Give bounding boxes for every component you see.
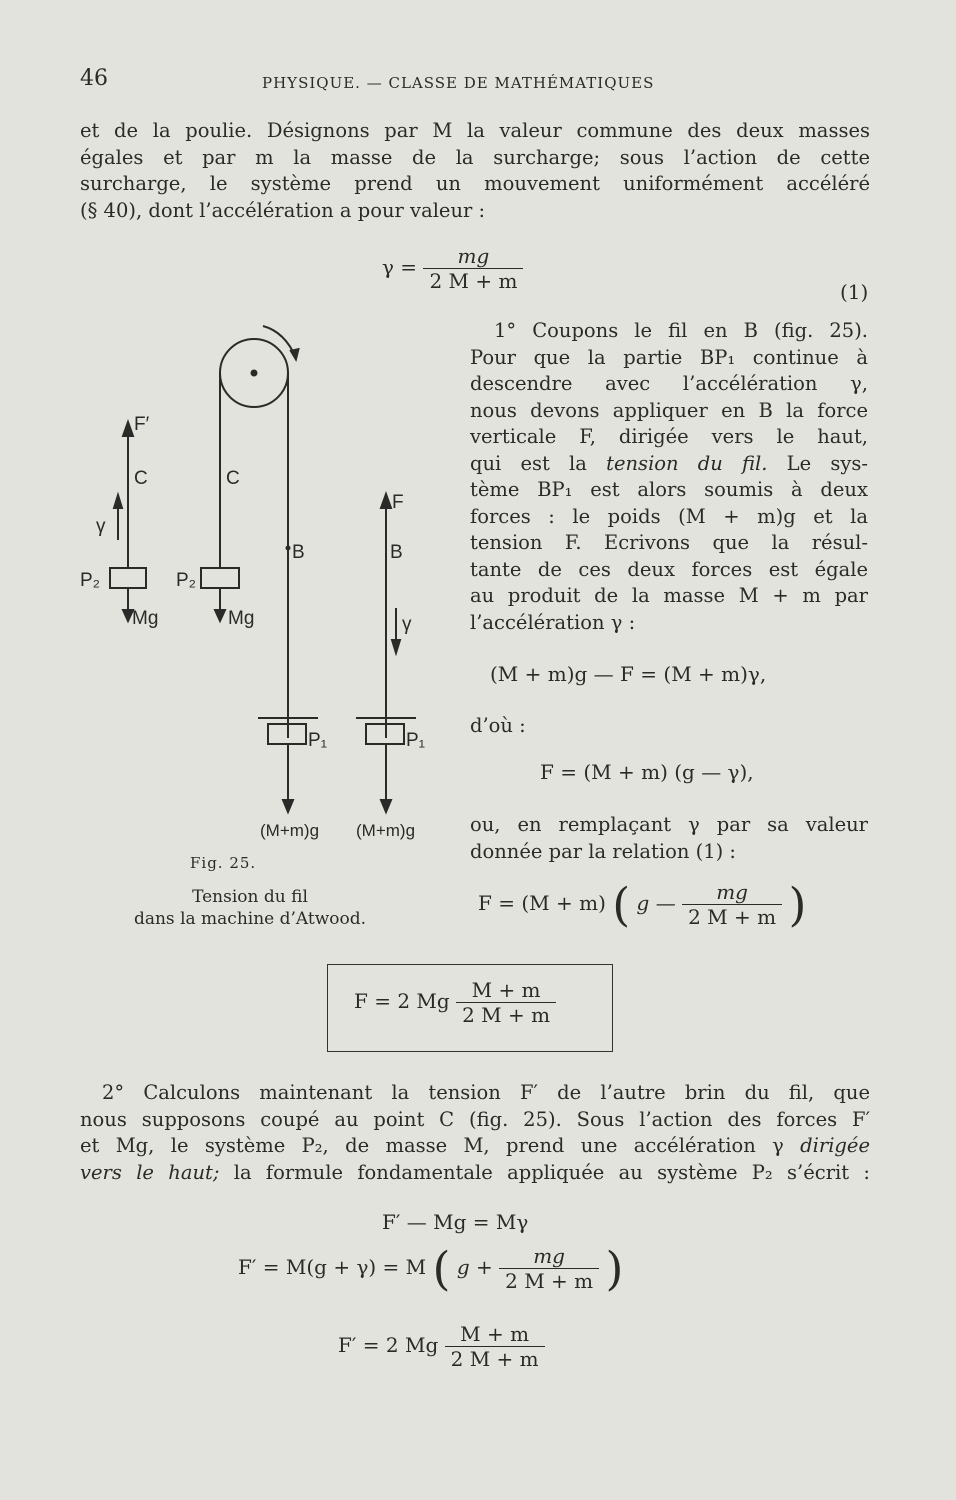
label-gamma-up: γ [96, 516, 106, 537]
label-f-prime: F′ [134, 414, 150, 435]
label-mg-machine: Mg [228, 608, 255, 629]
caption-line: dans la machine d’Atwood. [133, 909, 367, 929]
boxed-equation-fraction [456, 978, 556, 1027]
part1-line: l’accélération γ : [470, 610, 636, 634]
label-c-machine: C [226, 468, 240, 489]
equation-4-g: g — [636, 891, 676, 915]
boxed-equation [354, 978, 556, 1027]
boxed-equation-lhs: F = 2 Mg [354, 989, 450, 1013]
part2-paragraph [80, 1080, 870, 1186]
left-paren: ( [432, 1241, 451, 1296]
f-prime-arrow [123, 422, 133, 436]
equation-6-g: g + [456, 1255, 493, 1279]
equation-6-fraction [499, 1244, 599, 1293]
equation-7-lhs: F′ = 2 Mg [338, 1333, 439, 1357]
replace-paragraph [470, 812, 868, 865]
part1-line: nous devons appliquer en B la force [470, 398, 868, 422]
equation-5: F′ — Mg = Mγ [382, 1210, 529, 1234]
intro-line: égales et par m la masse de la surcharge; sous l’action de cette [80, 145, 870, 169]
equation-7-fraction [445, 1322, 545, 1371]
equation-6-numerator: mg [533, 1244, 565, 1268]
intro-line: et de la poulie. Désignons par M la valeur commune des deux masses [80, 119, 870, 142]
equation-1-lhs: γ = [382, 255, 418, 279]
left-paren: ( [612, 877, 631, 932]
part2-line: et Mg, le système P₂, de masse M, prend une accélération γ dirigée [80, 1134, 870, 1157]
label-p2-isolated: P₂ [80, 570, 101, 591]
p2-block-machine [201, 568, 239, 588]
equation-7-numerator: M + m [460, 1322, 530, 1346]
part1-line: tante de ces deux forces est égale [470, 557, 868, 581]
vers-le-haut-emphasis: vers le haut; [80, 1160, 220, 1184]
label-c-isolated: C [134, 468, 148, 489]
caption-line: Tension du fil [192, 887, 308, 907]
equation-1-numerator: mg [457, 244, 490, 268]
equation-1-label: (1) [840, 280, 869, 304]
equation-2: (M + m)g — F = (M + m)γ, [490, 662, 767, 686]
dou-text: d’où : [470, 714, 526, 737]
replace-line: ou, en remplaçant γ par sa valeur [470, 813, 868, 836]
figure-caption [100, 886, 400, 930]
part1-line: qui est la tension du fil. Le sys- [470, 451, 868, 475]
label-mplusm-g-machine: (M+m)g [260, 821, 320, 840]
boxed-equation-denominator: 2 M + m [456, 1002, 556, 1027]
label-mplusm-g-isolated: (M+m)g [356, 821, 416, 840]
figure-label: Fig. 25. [190, 854, 257, 872]
equation-4-denominator: 2 M + m [682, 904, 782, 929]
equation-3: F = (M + m) (g — γ), [540, 760, 754, 784]
label-p1-isolated: P₁ [406, 730, 426, 751]
part1-line: 1° Coupons le fil en B (fig. 25). [494, 319, 868, 342]
label-b-isolated: B [390, 542, 403, 563]
part1-paragraph [470, 318, 868, 636]
equation-7-denominator: 2 M + m [445, 1346, 545, 1371]
p2-block-isolated [110, 568, 146, 588]
intro-line: (§ 40), dont l’accélération a pour valeur : [80, 198, 486, 222]
label-gamma-down: γ [402, 614, 412, 635]
equation-1-denominator: 2 M + m [423, 268, 523, 293]
part1-line: au produit de la masse M + m par [470, 584, 868, 607]
equation-4-numerator: mg [716, 880, 748, 904]
equation-4 [478, 877, 807, 932]
right-paren: ) [605, 1241, 624, 1296]
intro-paragraph [80, 118, 870, 224]
equation-6-denominator: 2 M + m [499, 1268, 599, 1293]
equation-6-lhs: F′ = M(g + γ) = M [238, 1255, 427, 1279]
replace-line: donnée par la relation (1) : [470, 839, 736, 863]
part1-line: descendre avec l’accélération γ, [470, 372, 868, 395]
part1-line: tème BP₁ est alors soumis à deux [470, 478, 868, 501]
equation-1 [382, 244, 523, 293]
part2-line: nous supposons coupé au point C (fig. 25). Sous l’action des forces F′ [80, 1107, 870, 1131]
boxed-equation-numerator: M + m [471, 978, 541, 1002]
part1-line: tension F. Ecrivons que la résul- [470, 531, 868, 554]
label-mg-isolated: Mg [132, 608, 159, 629]
tension-du-fil-emphasis: tension du fil. [606, 451, 768, 475]
equation-4-lhs: F = (M + m) [478, 891, 606, 915]
label-p1-machine: P₁ [308, 730, 328, 751]
dirigee-emphasis: dirigée [800, 1134, 870, 1157]
label-p2-machine: P₂ [176, 570, 197, 591]
equation-4-fraction [682, 880, 782, 929]
part2-line: 2° Calculons maintenant la tension F′ de l’autre brin du fil, que [102, 1081, 870, 1104]
label-f: F [392, 492, 404, 513]
part2-line: vers le haut; la formule fondamentale appliquée au système P₂ s’écrit : [80, 1160, 870, 1184]
label-b-machine: B [292, 542, 305, 563]
right-paren: ) [788, 877, 807, 932]
atwood-figure [70, 318, 460, 858]
equation-7 [338, 1322, 545, 1371]
part1-line: forces : le poids (M + m)g et la [470, 504, 868, 528]
equation-6 [238, 1241, 624, 1296]
page-number: 46 [80, 66, 108, 91]
running-title: PHYSIQUE. — CLASSE DE MATHÉMATIQUES [262, 74, 655, 92]
f-arrow [381, 494, 391, 508]
part1-line: verticale F, dirigée vers le haut, [470, 425, 868, 448]
pulley-axle [252, 371, 257, 376]
intro-line: surcharge, le système prend un mouvement uniformément accéléré [80, 172, 870, 195]
part1-line: Pour que la partie BP₁ continue à [470, 345, 868, 369]
equation-1-fraction [423, 244, 523, 293]
